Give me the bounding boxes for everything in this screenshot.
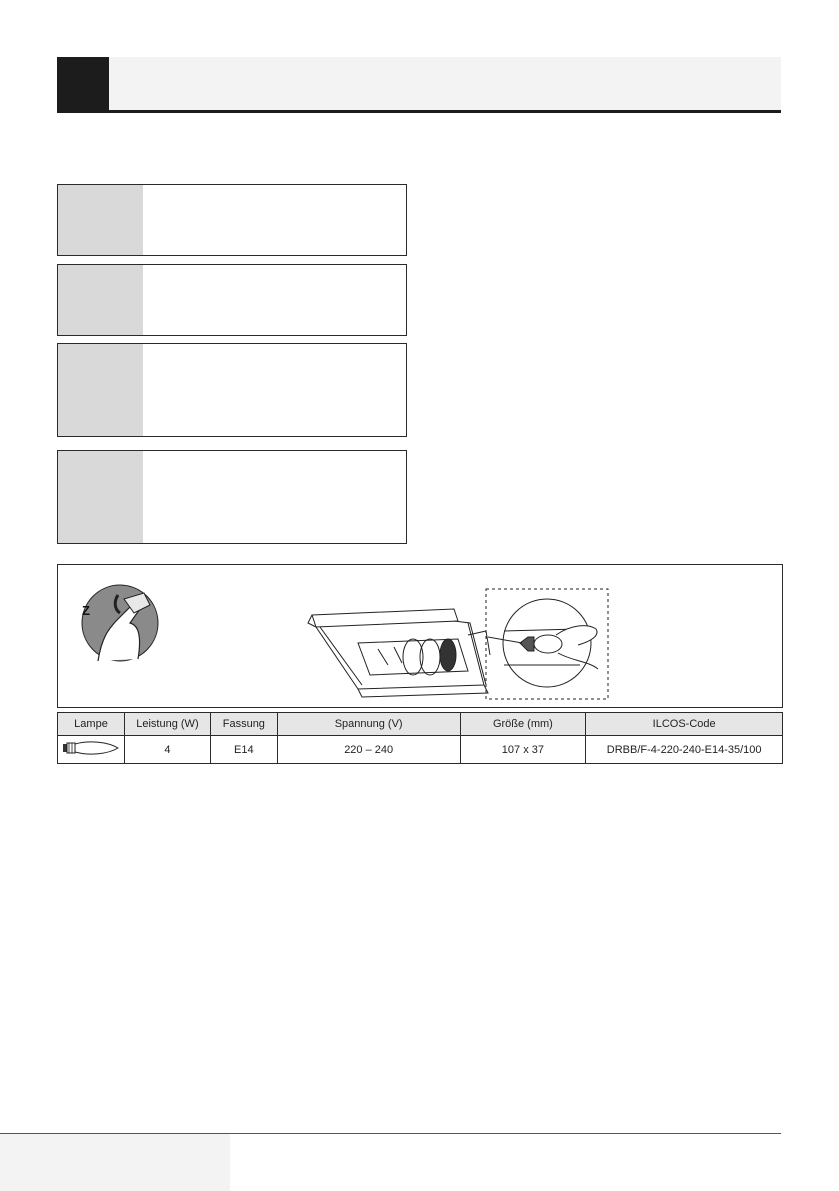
footer-band	[0, 1134, 230, 1191]
badge-letter: Z	[82, 603, 90, 618]
info-box-1-label-area	[58, 185, 143, 255]
lamp-replacement-figure	[57, 564, 783, 708]
section-title-band	[109, 57, 781, 111]
info-box-3-label-area	[58, 344, 143, 436]
cell-lamp-icon	[58, 736, 125, 764]
lamp-spec-table	[57, 712, 783, 764]
cell-spannung: 220 – 240	[277, 736, 460, 764]
col-header-spannung: Spannung (V)	[277, 713, 460, 736]
col-header-lampe: Lampe	[58, 713, 125, 736]
info-box-3	[57, 343, 407, 437]
cell-ilcos: DRBB/F-4-220-240-E14-35/100	[586, 736, 783, 764]
col-header-leistung: Leistung (W)	[124, 713, 210, 736]
table-row	[58, 736, 783, 764]
info-box-4-label-area	[58, 451, 143, 543]
col-header-ilcos: ILCOS-Code	[586, 713, 783, 736]
cell-groesse: 107 x 37	[460, 736, 586, 764]
cell-leistung: 4	[124, 736, 210, 764]
section-number-block	[57, 57, 109, 111]
table-header-row	[58, 713, 783, 736]
info-box-2	[57, 264, 407, 336]
info-box-2-label-area	[58, 265, 143, 335]
col-header-fassung: Fassung	[210, 713, 277, 736]
candle-bulb-icon	[60, 739, 122, 757]
info-box-1	[57, 184, 407, 256]
header-rule	[57, 110, 781, 113]
cell-fassung: E14	[210, 736, 277, 764]
bulb-replace-illustration	[488, 599, 598, 687]
info-box-4	[57, 450, 407, 544]
hood-drawing	[308, 609, 490, 697]
finger-press-illustration	[82, 585, 158, 661]
col-header-groesse: Größe (mm)	[460, 713, 586, 736]
